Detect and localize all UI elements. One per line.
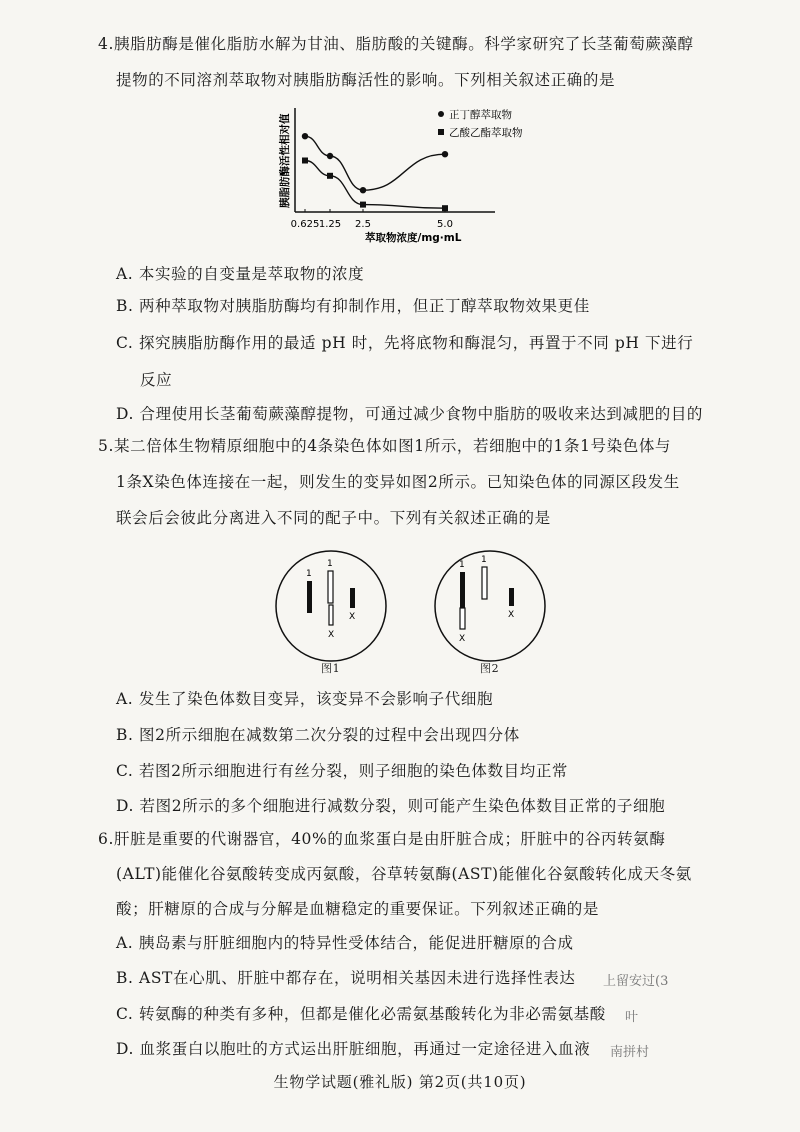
chromosome-1-black bbox=[307, 581, 312, 613]
q5-option-a: A. 发生了染色体数目变异，该变异不会影响子代细胞 bbox=[116, 690, 494, 708]
q6-option-c: C. 转氨酶的种类有多种，但都是催化必需氨基酸转化为非必需氨基酸 bbox=[116, 1005, 606, 1023]
fig2-caption: 图2 bbox=[480, 662, 500, 675]
q5-option-b: B. 图2所示细胞在减数第二次分裂的过程中会出现四分体 bbox=[116, 726, 520, 744]
legend-label: 正丁醇萃取物 bbox=[449, 109, 512, 121]
q6-option-d: D. 血浆蛋白以胞吐的方式运出肝脏细胞，再通过一定途径进入血液 bbox=[116, 1040, 591, 1058]
q6-stem-line3: 酸；肝糖原的合成与分解是血糖稳定的重要保证。下列叙述正确的是 bbox=[116, 900, 600, 918]
chart-point-square bbox=[442, 205, 448, 211]
chromosome-label-1: 1 bbox=[306, 569, 312, 579]
q4-option-c-cont: 反应 bbox=[140, 371, 173, 389]
chromosome-label-x2: X bbox=[508, 610, 515, 620]
chart-point-circle bbox=[360, 187, 366, 193]
legend-label: 乙酸乙酯萃取物 bbox=[449, 127, 523, 139]
legend-marker-square bbox=[438, 129, 444, 135]
chromosome-1-white bbox=[328, 571, 333, 603]
q5-figure-2 bbox=[427, 545, 557, 675]
page-footer: 生物学试题(雅礼版) 第2页(共10页) bbox=[273, 1073, 527, 1091]
q4-stem-line1: 4.胰脂肪酶是催化脂肪水解为甘油、脂肪酸的关键酶。科学家研究了长茎葡萄蕨藻醇 bbox=[98, 35, 694, 53]
chart-x-tick-label: 1.25 bbox=[318, 219, 342, 230]
chart-point-circle bbox=[442, 151, 448, 157]
chart-point-square bbox=[302, 158, 308, 164]
q4-option-b: B. 两种萃取物对胰脂肪酶均有抑制作用，但正丁醇萃取物效果更佳 bbox=[116, 297, 590, 315]
q4-stem-line2: 提物的不同溶剂萃取物对胰脂肪酶活性的影响。下列相关叙述正确的是 bbox=[116, 71, 616, 89]
bleed-through-text-1: 上留安过(3 bbox=[603, 974, 669, 989]
q4-option-d: D. 合理使用长茎葡萄蕨藻醇提物，可通过减少食物中脂肪的吸收来达到减肥的目的 bbox=[116, 405, 704, 423]
chart-point-circle bbox=[302, 133, 308, 139]
chart-point-square bbox=[360, 202, 366, 208]
chromosome-x-black bbox=[350, 588, 355, 608]
chromosome-label-x: X bbox=[328, 630, 335, 640]
q5-stem-line2: 1条X染色体连接在一起，则发生的变异如图2所示。已知染色体的同源区段发生 bbox=[116, 473, 680, 491]
q6-stem-line2: (ALT)能催化谷氨酸转变成丙氨酸，谷草转氨酶(AST)能催化谷氨酸转化成天冬氨 bbox=[116, 865, 692, 883]
q5-stem-line3: 联会后会彼此分离进入不同的配子中。下列有关叙述正确的是 bbox=[116, 509, 551, 527]
chart-x-tick-label: 5.0 bbox=[437, 219, 453, 230]
cell-outline bbox=[435, 551, 545, 661]
q4-option-a: A. 本实验的自变量是萃取物的浓度 bbox=[116, 265, 365, 283]
chromosome-1-black-fused bbox=[460, 572, 465, 608]
chromosome-x-black bbox=[509, 588, 514, 606]
q5-option-d: D. 若图2所示的多个细胞进行减数分裂，则可能产生染色体数目正常的子细胞 bbox=[116, 797, 666, 815]
chart-y-axis-label bbox=[278, 113, 291, 208]
q4-option-c: C. 探究胰脂肪酶作用的最适 pH 时，先将底物和酶混匀，再置于不同 pH 下进行 bbox=[116, 334, 694, 352]
chromosome-label-1b: 1 bbox=[327, 559, 333, 569]
chromosome-1-white bbox=[482, 567, 487, 599]
chart-x-tick-label: 2.5 bbox=[355, 219, 371, 230]
chart-x-tick-label: 0.625 bbox=[290, 219, 320, 230]
q4-chart bbox=[255, 100, 565, 250]
fig1-caption: 图1 bbox=[321, 662, 341, 675]
bleed-through-text-3: 南拼村 bbox=[610, 1045, 650, 1060]
q6-option-b: B. AST在心肌、肝脏中都存在，说明相关基因未进行选择性表达 bbox=[116, 969, 576, 987]
q5-option-c: C. 若图2所示细胞进行有丝分裂，则子细胞的染色体数目均正常 bbox=[116, 762, 569, 780]
legend-marker-circle bbox=[438, 111, 444, 117]
chart-point-circle bbox=[327, 153, 333, 159]
chart-series-line-1 bbox=[305, 161, 445, 209]
bleed-through-text-2: 叶 bbox=[625, 1010, 639, 1025]
q6-stem-line1: 6.肝脏是重要的代谢器官，40%的血浆蛋白是由肝脏合成；肝脏中的谷丙转氨酶 bbox=[98, 830, 666, 848]
q6-option-a: A. 胰岛素与肝脏细胞内的特异性受体结合，能促进肝糖原的合成 bbox=[116, 934, 574, 952]
chart-y-label: 胰脂肪酶活性相对值 bbox=[279, 113, 291, 208]
chromosome-label-x2: X bbox=[349, 612, 356, 622]
chart-point-square bbox=[327, 173, 333, 179]
chromosome-label-1b: 1 bbox=[481, 555, 487, 565]
chromosome-x-fused bbox=[460, 608, 465, 629]
q5-stem-line1: 5.某二倍体生物精原细胞中的4条染色体如图1所示，若细胞中的1条1号染色体与 bbox=[98, 437, 672, 455]
chromosome-label-x: X bbox=[459, 634, 466, 644]
chromosome-x-white bbox=[329, 605, 333, 625]
chart-series-line-0 bbox=[305, 136, 445, 190]
chart-x-label: 萃取物浓度/mg·mL bbox=[365, 232, 462, 244]
q5-figure-1 bbox=[270, 545, 400, 675]
chromosome-label-1: 1 bbox=[459, 560, 465, 570]
